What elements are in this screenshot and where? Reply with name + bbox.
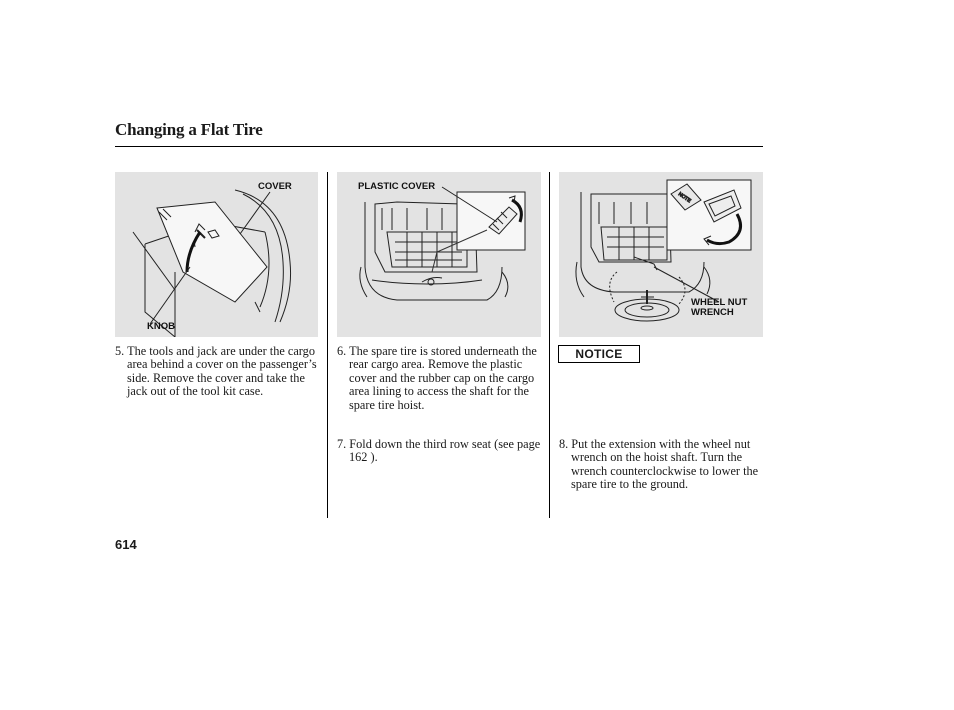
step-7-text: 7. Fold down the third row seat (see page 162 ).	[337, 437, 541, 465]
column-divider-left	[327, 172, 328, 518]
wheel-nut-wrench-callout-label-line1: WHEEL NUT	[691, 297, 748, 308]
step-5-text: 5. The tools and jack are under the cargo area behind a cover on the passenger’s side. Remove the cover and take the jack out of the tool kit case.	[115, 344, 317, 399]
wheel-nut-wrench-callout-label-line2: WRENCH	[691, 307, 734, 318]
svg-text:NOTE: NOTE	[676, 191, 692, 205]
figure-wheel-nut-wrench	[559, 172, 763, 337]
step-6-text: 6. The spare tire is stored underneath the rear cargo area. Remove the plastic cover and the rubber cap on the cargo area lining to access the shaft for the spare tire hoist.	[337, 344, 537, 412]
step-8-text: 8. Put the extension with the wheel nut wrench on the hoist shaft. Turn the wrench counterclockwise to lower the spare tire to the ground.	[559, 437, 759, 492]
page-number: 614	[115, 537, 137, 552]
notice-badge: NOTICE	[558, 345, 640, 363]
plastic-cover-callout-label: PLASTIC COVER	[358, 181, 436, 192]
knob-callout-label: KNOB	[147, 321, 175, 332]
tool-cover-illustration	[115, 172, 318, 337]
title-divider	[115, 146, 763, 147]
page-title: Changing a Flat Tire	[115, 120, 263, 139]
column-divider-right	[549, 172, 550, 518]
figure-tool-cover	[115, 172, 318, 337]
cover-callout-label: COVER	[258, 181, 292, 192]
plastic-cover-illustration	[337, 172, 541, 337]
figure-plastic-cover	[337, 172, 541, 337]
